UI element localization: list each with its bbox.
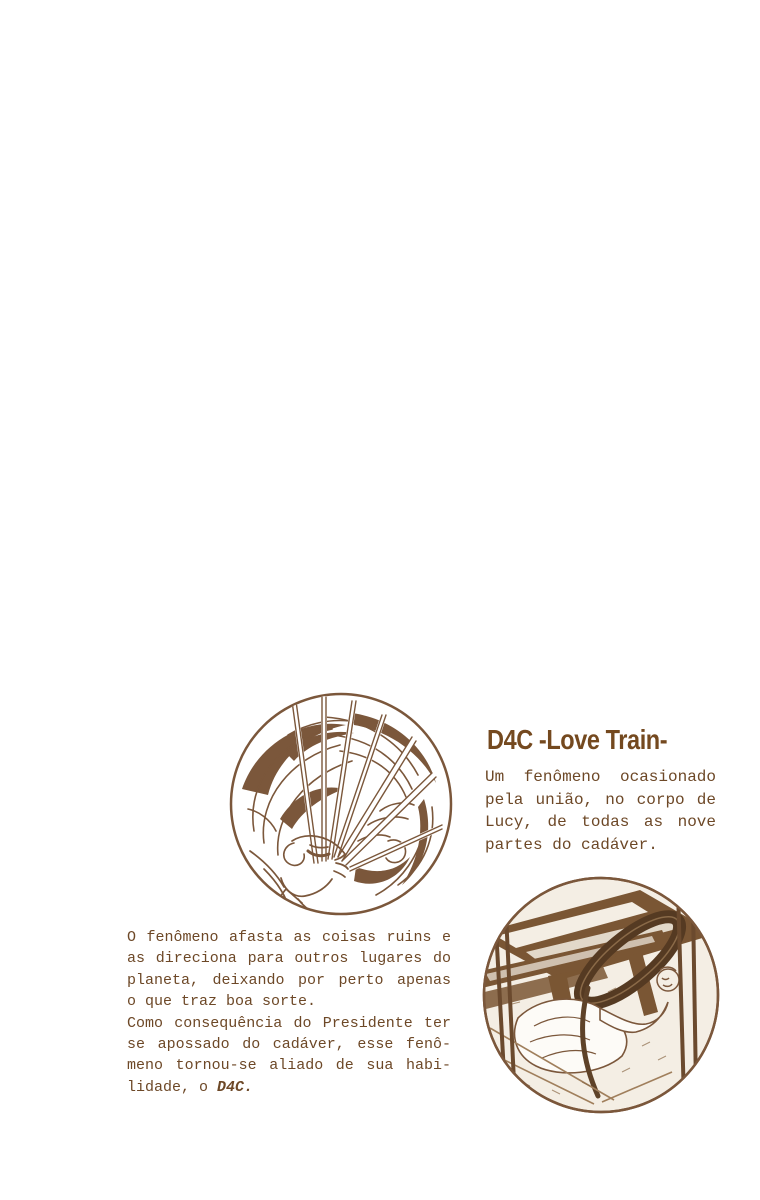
stand-name-emphasis: D4C. (217, 1078, 254, 1096)
description-last-line (127, 1077, 451, 1098)
stand-name-heading-text: D4C -Love Train- (487, 724, 668, 755)
intro-paragraph (485, 766, 716, 856)
horseshoe-scene-illustration (482, 876, 720, 1114)
description-line: se apossado do cadáver, esse fenô- (127, 1036, 451, 1054)
description-line: as direciona para outros lugares do (127, 950, 451, 968)
description-line: Como consequência do Presidente ter (127, 1014, 451, 1032)
lucy-illustration (228, 691, 454, 917)
description-paragraph (127, 927, 451, 1098)
description-last-line-prefix: lidade, o (127, 1078, 218, 1096)
lucy-head-with-needles-icon (228, 691, 454, 917)
horseshoe-carriage-scene-icon (482, 876, 720, 1114)
stand-name-heading (487, 724, 701, 756)
description-line: planeta, deixando por perto apenas (127, 971, 451, 989)
description-line: O fenômeno afasta as coisas ruins e (127, 929, 451, 946)
intro-line: partes do cadáver. (485, 835, 658, 854)
intro-line: Um fenômeno ocasionado (485, 768, 716, 786)
intro-line: Lucy, de todas as nove (485, 813, 716, 831)
description-line: meno tornou-se aliado de sua habi- (127, 1057, 451, 1075)
description-line: o que traz boa sorte. (127, 993, 317, 1011)
intro-line: pela união, no corpo de (485, 790, 716, 809)
